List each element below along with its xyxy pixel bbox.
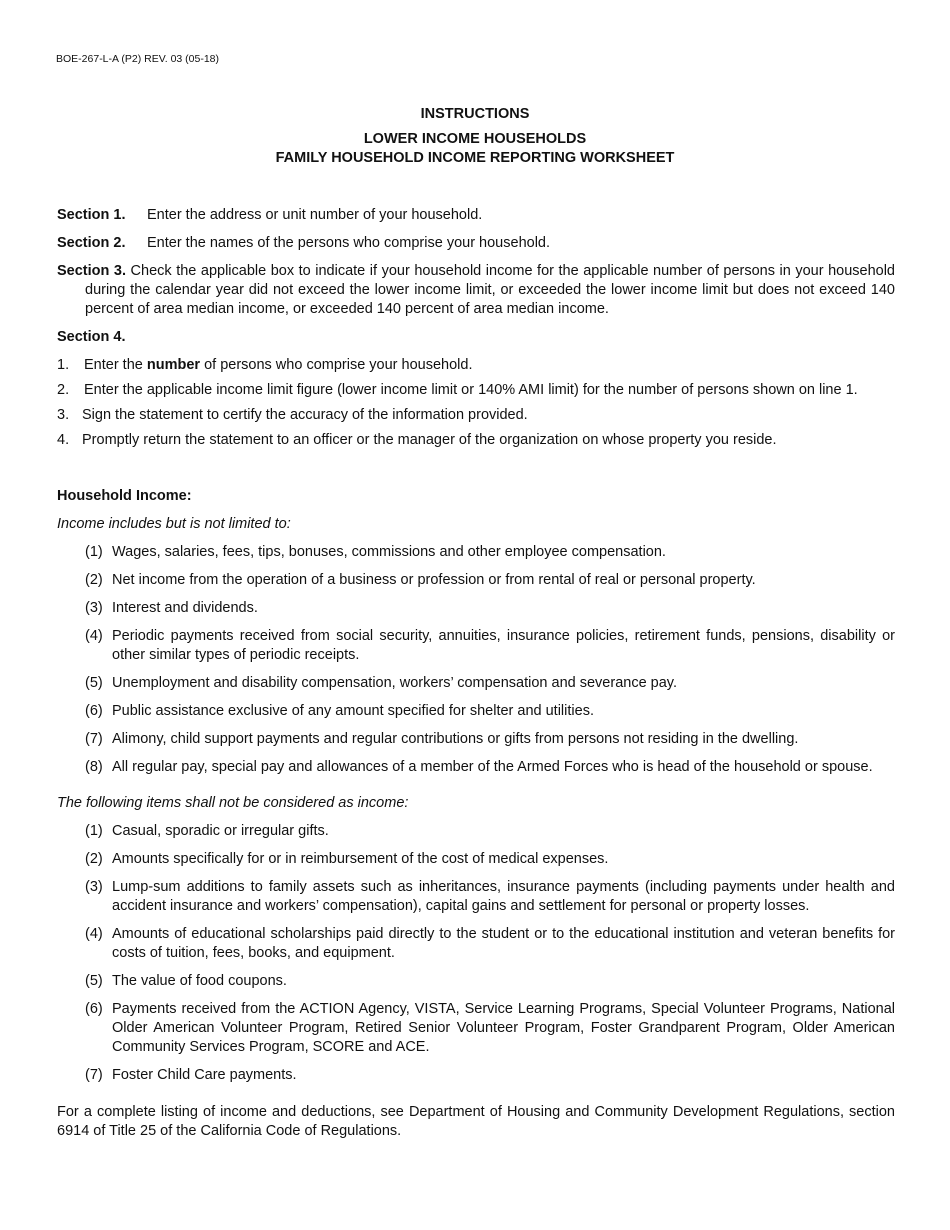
- item-text: Enter the number of persons who comprise your household.: [84, 357, 473, 373]
- list-item: [85, 850, 895, 869]
- title-line-1: LOWER INCOME HOUSEHOLDS: [363, 131, 587, 147]
- item-text: Amounts specifically for or in reimbursement of the cost of medical expenses.: [112, 851, 609, 867]
- includes-intro: Income includes but is not limited to:: [57, 516, 291, 532]
- list-item: [85, 1000, 895, 1057]
- list-item: [85, 822, 895, 841]
- item-number: 4.: [57, 432, 70, 448]
- item-text: Payments received from the ACTION Agency, VISTA, Service Learning Programs, Special Volunteer Programs, National Older American Volunteer Program, Retired Senior Volunteer Program, Foster Grandparent Program, Older American Community Services Program, SCORE and ACE.: [112, 1001, 895, 1055]
- item-number: (3): [85, 879, 103, 895]
- list-item: [85, 878, 895, 916]
- item-text: Lump-sum additions to family assets such as inheritances, insurance payments (including payments under health and accident insurance and workers’ compensation), capital gains and settlement for personal or property losses.: [112, 879, 895, 914]
- item-text: Periodic payments received from social security, annuities, insurance policies, retirement funds, pensions, disability or other similar types of periodic receipts.: [112, 628, 895, 663]
- section-3: [57, 262, 895, 319]
- item-number: (8): [85, 759, 103, 775]
- section-1: [57, 206, 895, 225]
- item-number: (5): [85, 675, 103, 691]
- item-number: (4): [85, 926, 103, 942]
- item-text: Promptly return the statement to an officer or the manager of the organization on whose property you reside.: [82, 432, 777, 448]
- list-item: [85, 674, 895, 693]
- section-4-item: [57, 381, 895, 400]
- section-4-item: [57, 356, 895, 375]
- income-includes-list: [57, 543, 895, 777]
- item-number: (2): [85, 851, 103, 867]
- section-2-label: Section 2.: [57, 235, 126, 251]
- list-item: [85, 758, 895, 777]
- item-text: Wages, salaries, fees, tips, bonuses, commissions and other employee compensation.: [112, 544, 666, 560]
- item-number: 3.: [57, 407, 70, 423]
- section-3-text: Check the applicable box to indicate if your household income for the applicable number of persons in your household during the calendar year did not exceed the lower income limit, or exceeded the lower income limit but does not exceed 140 percent of area median income, or exceeded 140 percent of area median income.: [85, 263, 895, 317]
- item-text: Unemployment and disability compensation, workers’ compensation and severance pay.: [112, 675, 677, 691]
- list-item: [85, 599, 895, 618]
- list-item: [85, 730, 895, 749]
- item-number: (1): [85, 544, 103, 560]
- item-text: Foster Child Care payments.: [112, 1067, 297, 1083]
- list-item: [85, 571, 895, 590]
- form-id: BOE-267-L-A (P2) REV. 03 (05-18): [56, 53, 220, 65]
- instructions-title: INSTRUCTIONS: [420, 106, 530, 122]
- section-1-label: Section 1.: [57, 207, 126, 223]
- item-number: (7): [85, 731, 103, 747]
- item-text: All regular pay, special pay and allowances of a member of the Armed Forces who is head of the household or spouse.: [112, 759, 873, 775]
- section-1-text: Enter the address or unit number of your household.: [147, 207, 483, 223]
- list-item: [85, 972, 895, 991]
- document-titles: [0, 106, 950, 168]
- section-2: [57, 234, 895, 253]
- household-income-heading: Household Income:: [57, 488, 192, 504]
- item-number: (7): [85, 1067, 103, 1083]
- item-number: (6): [85, 1001, 103, 1017]
- list-item: [85, 543, 895, 562]
- item-number: (3): [85, 600, 103, 616]
- item-text: Sign the statement to certify the accuracy of the information provided.: [82, 407, 528, 423]
- item-number: (5): [85, 973, 103, 989]
- item-text: Interest and dividends.: [112, 600, 258, 616]
- item-number: (4): [85, 628, 103, 644]
- item-text: The value of food coupons.: [112, 973, 287, 989]
- income-excludes-list: [57, 822, 895, 1085]
- list-item: [85, 1066, 895, 1085]
- list-item: [85, 627, 895, 665]
- document-body: [57, 206, 895, 1141]
- item-number: 2.: [57, 382, 70, 398]
- footer-note: For a complete listing of income and deductions, see Department of Housing and Community Development Regulations, section 6914 of Title 25 of the California Code of Regulations.: [57, 1104, 895, 1139]
- section-4-item: [57, 406, 895, 425]
- item-number: (6): [85, 703, 103, 719]
- item-text: Net income from the operation of a business or profession or from rental of real or personal property.: [112, 572, 756, 588]
- item-number: (1): [85, 823, 103, 839]
- item-text: Public assistance exclusive of any amount specified for shelter and utilities.: [112, 703, 594, 719]
- item-text: Alimony, child support payments and regular contributions or gifts from persons not residing in the dwelling.: [112, 731, 799, 747]
- item-number: (2): [85, 572, 103, 588]
- section-2-text: Enter the names of the persons who comprise your household.: [147, 235, 551, 251]
- section-3-label: Section 3.: [57, 263, 127, 279]
- item-text: Amounts of educational scholarships paid directly to the student or to the educational institution and veteran benefits for costs of tuition, fees, books, and equipment.: [112, 926, 895, 961]
- excludes-intro: The following items shall not be considered as income:: [57, 795, 409, 811]
- item-text: Enter the applicable income limit figure (lower income limit or 140% AMI limit) for the number of persons shown on line 1.: [84, 382, 858, 398]
- list-item: [85, 702, 895, 721]
- list-item: [85, 925, 895, 963]
- item-number: 1.: [57, 357, 70, 373]
- emphasis-number: number: [146, 357, 201, 373]
- item-text: Casual, sporadic or irregular gifts.: [112, 823, 329, 839]
- section-4-label: Section 4.: [57, 329, 126, 345]
- section-4-item: [57, 431, 895, 450]
- title-line-2: FAMILY HOUSEHOLD INCOME REPORTING WORKSHEET: [275, 150, 675, 166]
